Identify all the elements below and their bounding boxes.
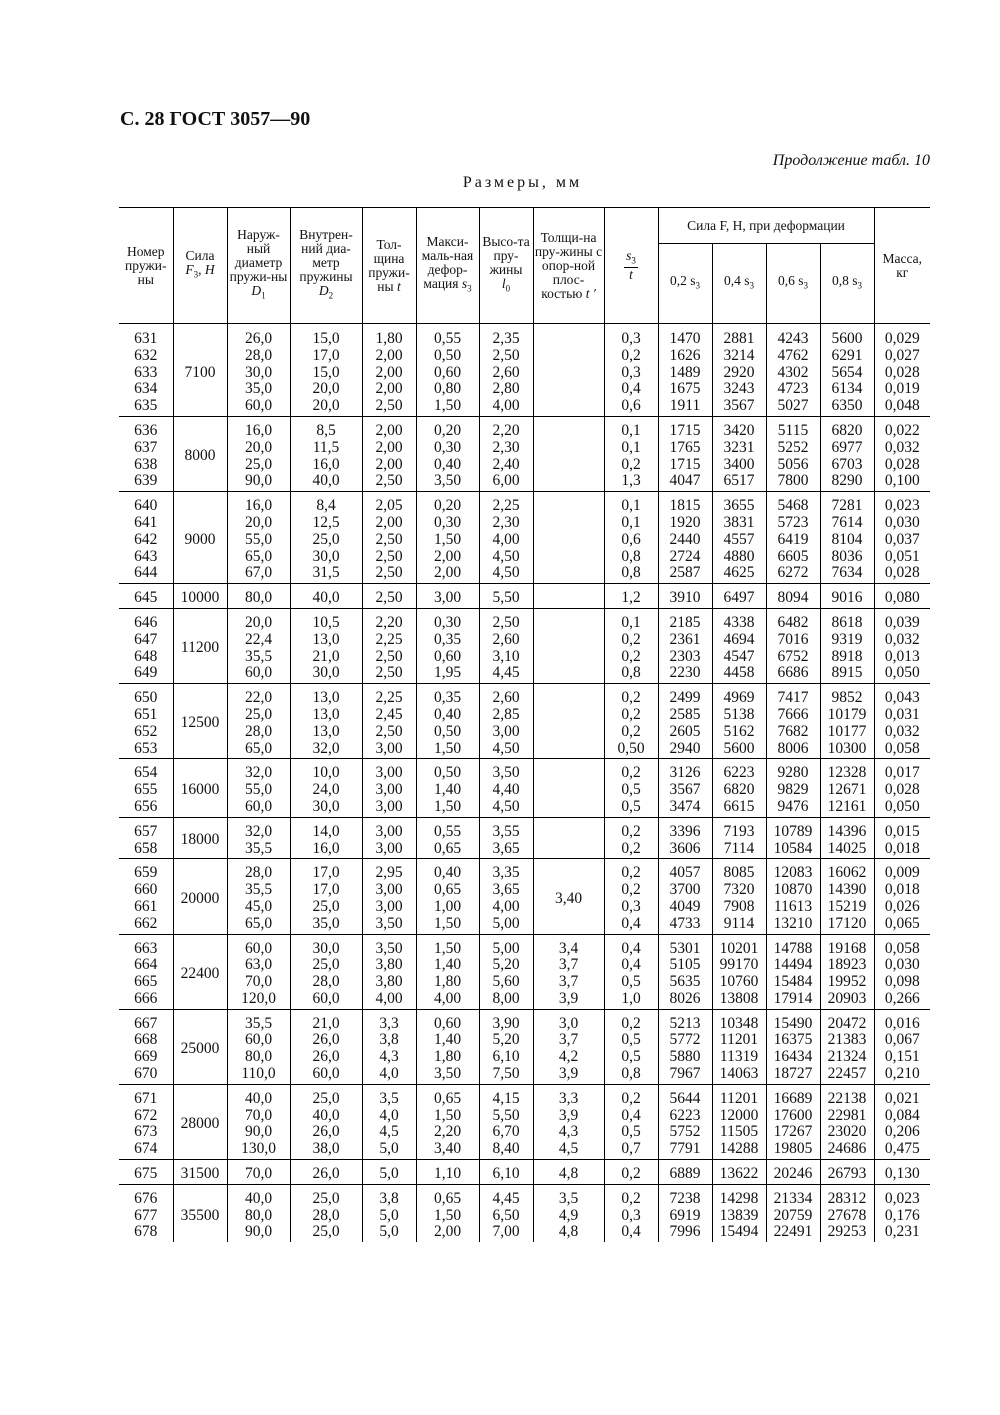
mass-cell: 0,080 bbox=[874, 584, 930, 609]
thickness-cell: 3,00 3,00 bbox=[362, 817, 416, 859]
force-06-cell: 16689 17600 17267 19805 bbox=[766, 1084, 820, 1159]
outer-diameter-cell: 70,0 bbox=[227, 1160, 290, 1185]
force-cell: 22400 bbox=[173, 934, 227, 1009]
mass-cell: 0,039 0,032 0,013 0,050 bbox=[874, 608, 930, 683]
force-02-cell: 2499 2585 2605 2940 bbox=[658, 684, 712, 759]
force-08-cell: 12328 12671 12161 bbox=[820, 759, 874, 817]
mass-cell: 0,016 0,067 0,151 0,210 bbox=[874, 1009, 930, 1084]
table-row bbox=[119, 608, 930, 683]
force-02-cell: 6889 bbox=[658, 1160, 712, 1185]
ratio-cell: 0,2 0,4 0,5 0,7 bbox=[604, 1084, 658, 1159]
header-ratio: $\frac{s_3}{t}$ bbox=[604, 208, 658, 324]
table-caption: Размеры, мм bbox=[462, 174, 583, 191]
force-08-cell: 5600 6291 5654 6134 6350 bbox=[820, 324, 874, 417]
outer-diameter-cell: 80,0 bbox=[227, 584, 290, 609]
support-thickness-cell: 4,8 bbox=[533, 1160, 604, 1185]
height-cell: 2,60 2,85 3,00 4,50 bbox=[479, 684, 533, 759]
table-row bbox=[119, 492, 930, 584]
table-row bbox=[119, 684, 930, 759]
max-deformation-cell: 0,60 1,40 1,80 3,50 bbox=[416, 1009, 479, 1084]
mass-cell: 0,043 0,031 0,032 0,058 bbox=[874, 684, 930, 759]
force-06-cell: 7417 7666 7682 8006 bbox=[766, 684, 820, 759]
force-cell: 9000 bbox=[173, 492, 227, 584]
header-support-thickness: Толщи-на пру-жины с опор-ной плос-костью t ′ bbox=[533, 208, 604, 324]
max-deformation-cell: 0,30 0,35 0,60 1,95 bbox=[416, 608, 479, 683]
header-max-deformation: Макси-маль-ная дефор-мация $s_3$ bbox=[416, 208, 479, 324]
force-04-cell: 10348 11201 11319 14063 bbox=[712, 1009, 766, 1084]
inner-diameter-cell: 14,0 16,0 bbox=[290, 817, 362, 859]
table-row bbox=[119, 584, 930, 609]
force-cell: 8000 bbox=[173, 416, 227, 491]
table-row bbox=[119, 934, 930, 1009]
header-spring-number: Номер пружи-ны bbox=[119, 208, 173, 324]
header-thickness: Тол-щина пружи-ны t bbox=[362, 208, 416, 324]
support-thickness-cell bbox=[533, 584, 604, 609]
outer-diameter-cell: 26,0 28,0 30,0 35,0 60,0 bbox=[227, 324, 290, 417]
force-08-cell: 14396 14025 bbox=[820, 817, 874, 859]
table-body bbox=[119, 324, 930, 1243]
force-04-cell: 14298 13839 15494 bbox=[712, 1184, 766, 1242]
mass-cell: 0,022 0,032 0,028 0,100 bbox=[874, 416, 930, 491]
table-continuation-label: Продолжение табл. 10 bbox=[772, 152, 930, 169]
spring-number-cell: 663 664 665 666 bbox=[119, 934, 173, 1009]
height-cell: 6,10 bbox=[479, 1160, 533, 1185]
inner-diameter-cell: 25,0 28,0 25,0 bbox=[290, 1184, 362, 1242]
max-deformation-cell: 1,10 bbox=[416, 1160, 479, 1185]
outer-diameter-cell: 22,0 25,0 28,0 65,0 bbox=[227, 684, 290, 759]
height-cell: 3,55 3,65 bbox=[479, 817, 533, 859]
ratio-cell: 0,1 0,1 0,2 1,3 bbox=[604, 416, 658, 491]
force-04-cell: 8085 7320 7908 9114 bbox=[712, 859, 766, 934]
spring-number-cell: 631 632 633 634 635 bbox=[119, 324, 173, 417]
spring-number-cell: 654 655 656 bbox=[119, 759, 173, 817]
spring-number-cell: 646 647 648 649 bbox=[119, 608, 173, 683]
height-cell: 3,90 5,20 6,10 7,50 bbox=[479, 1009, 533, 1084]
support-thickness-cell bbox=[533, 759, 604, 817]
height-cell: 5,50 bbox=[479, 584, 533, 609]
force-cell: 10000 bbox=[173, 584, 227, 609]
thickness-cell: 2,20 2,25 2,50 2,50 bbox=[362, 608, 416, 683]
ratio-cell: 0,2 0,2 bbox=[604, 817, 658, 859]
force-04-cell: 3655 3831 4557 4880 4625 bbox=[712, 492, 766, 584]
force-06-cell: 21334 20759 22491 bbox=[766, 1184, 820, 1242]
support-thickness-cell: 3,5 4,9 4,8 bbox=[533, 1184, 604, 1242]
force-08-cell: 8618 9319 8918 8915 bbox=[820, 608, 874, 683]
thickness-cell: 5,0 bbox=[362, 1160, 416, 1185]
spring-number-cell: 650 651 652 653 bbox=[119, 684, 173, 759]
header-force: Сила $F_3$, H bbox=[173, 208, 227, 324]
force-08-cell: 26793 bbox=[820, 1160, 874, 1185]
height-cell: 3,35 3,65 4,00 5,00 bbox=[479, 859, 533, 934]
mass-cell: 0,130 bbox=[874, 1160, 930, 1185]
outer-diameter-cell: 16,0 20,0 55,0 65,0 67,0 bbox=[227, 492, 290, 584]
force-06-cell: 5468 5723 6419 6605 6272 bbox=[766, 492, 820, 584]
force-08-cell: 19168 18923 19952 20903 bbox=[820, 934, 874, 1009]
force-02-cell: 5301 5105 5635 8026 bbox=[658, 934, 712, 1009]
force-cell: 12500 bbox=[173, 684, 227, 759]
outer-diameter-cell: 35,5 60,0 80,0 110,0 bbox=[227, 1009, 290, 1084]
force-cell: 31500 bbox=[173, 1160, 227, 1185]
ratio-cell: 0,2 0,2 0,3 0,4 bbox=[604, 859, 658, 934]
inner-diameter-cell: 21,0 26,0 26,0 60,0 bbox=[290, 1009, 362, 1084]
force-02-cell: 3396 3606 bbox=[658, 817, 712, 859]
inner-diameter-cell: 30,0 25,0 28,0 60,0 bbox=[290, 934, 362, 1009]
max-deformation-cell: 0,50 1,40 1,50 bbox=[416, 759, 479, 817]
force-04-cell: 11201 12000 11505 14288 bbox=[712, 1084, 766, 1159]
max-deformation-cell: 0,55 0,50 0,60 0,80 1,50 bbox=[416, 324, 479, 417]
support-thickness-cell bbox=[533, 492, 604, 584]
outer-diameter-cell: 32,0 55,0 60,0 bbox=[227, 759, 290, 817]
support-thickness-cell bbox=[533, 608, 604, 683]
thickness-cell: 1,80 2,00 2,00 2,00 2,50 bbox=[362, 324, 416, 417]
force-04-cell: 6497 bbox=[712, 584, 766, 609]
page-header: С. 28 ГОСТ 3057—90 bbox=[120, 108, 311, 130]
outer-diameter-cell: 20,0 22,4 35,5 60,0 bbox=[227, 608, 290, 683]
table-row bbox=[119, 1009, 930, 1084]
ratio-cell: 0,4 0,4 0,5 1,0 bbox=[604, 934, 658, 1009]
thickness-cell: 3,5 4,0 4,5 5,0 bbox=[362, 1084, 416, 1159]
max-deformation-cell: 0,35 0,40 0,50 1,50 bbox=[416, 684, 479, 759]
ratio-cell: 0,3 0,2 0,3 0,4 0,6 bbox=[604, 324, 658, 417]
ratio-cell: 0,1 0,1 0,6 0,8 0,8 bbox=[604, 492, 658, 584]
spring-number-cell: 667 668 669 670 bbox=[119, 1009, 173, 1084]
header-deformation-06: 0,6 $s_3$ bbox=[766, 244, 820, 324]
table-row bbox=[119, 324, 930, 417]
force-06-cell: 10789 10584 bbox=[766, 817, 820, 859]
thickness-cell: 2,05 2,00 2,50 2,50 2,50 bbox=[362, 492, 416, 584]
table-row bbox=[119, 1084, 930, 1159]
force-04-cell: 10201 99170 10760 13808 bbox=[712, 934, 766, 1009]
force-08-cell: 16062 14390 15219 17120 bbox=[820, 859, 874, 934]
force-08-cell: 7281 7614 8104 8036 7634 bbox=[820, 492, 874, 584]
inner-diameter-cell: 13,0 13,0 13,0 32,0 bbox=[290, 684, 362, 759]
force-06-cell: 9280 9829 9476 bbox=[766, 759, 820, 817]
height-cell: 4,45 6,50 7,00 bbox=[479, 1184, 533, 1242]
force-04-cell: 4969 5138 5162 5600 bbox=[712, 684, 766, 759]
force-08-cell: 22138 22981 23020 24686 bbox=[820, 1084, 874, 1159]
support-thickness-cell: 3,40 bbox=[533, 859, 604, 934]
max-deformation-cell: 1,50 1,40 1,80 4,00 bbox=[416, 934, 479, 1009]
force-08-cell: 9016 bbox=[820, 584, 874, 609]
force-02-cell: 3910 bbox=[658, 584, 712, 609]
force-02-cell: 4057 3700 4049 4733 bbox=[658, 859, 712, 934]
thickness-cell: 2,25 2,45 2,50 3,00 bbox=[362, 684, 416, 759]
force-02-cell: 5644 6223 5752 7791 bbox=[658, 1084, 712, 1159]
force-06-cell: 6482 7016 6752 6686 bbox=[766, 608, 820, 683]
header-inner-diameter: Внутрен-ний диа-метр пружины $D_2$ bbox=[290, 208, 362, 324]
max-deformation-cell: 0,20 0,30 1,50 2,00 2,00 bbox=[416, 492, 479, 584]
mass-cell: 0,021 0,084 0,206 0,475 bbox=[874, 1084, 930, 1159]
force-04-cell: 2881 3214 2920 3243 3567 bbox=[712, 324, 766, 417]
force-cell: 25000 bbox=[173, 1009, 227, 1084]
outer-diameter-cell: 40,0 70,0 90,0 130,0 bbox=[227, 1084, 290, 1159]
force-02-cell: 5213 5772 5880 7967 bbox=[658, 1009, 712, 1084]
force-cell: 18000 bbox=[173, 817, 227, 859]
mass-cell: 0,017 0,028 0,050 bbox=[874, 759, 930, 817]
table-row bbox=[119, 817, 930, 859]
ratio-cell: 0,2 0,2 0,2 0,50 bbox=[604, 684, 658, 759]
height-cell: 5,00 5,20 5,60 8,00 bbox=[479, 934, 533, 1009]
table-row bbox=[119, 1184, 930, 1242]
height-cell: 3,50 4,40 4,50 bbox=[479, 759, 533, 817]
mass-cell: 0,015 0,018 bbox=[874, 817, 930, 859]
thickness-cell: 3,00 3,00 3,00 bbox=[362, 759, 416, 817]
force-06-cell: 15490 16375 16434 18727 bbox=[766, 1009, 820, 1084]
force-02-cell: 1715 1765 1715 4047 bbox=[658, 416, 712, 491]
ratio-cell: 0,2 0,5 0,5 0,8 bbox=[604, 1009, 658, 1084]
ratio-cell: 0,2 bbox=[604, 1160, 658, 1185]
inner-diameter-cell: 25,0 40,0 26,0 38,0 bbox=[290, 1084, 362, 1159]
force-06-cell: 20246 bbox=[766, 1160, 820, 1185]
support-thickness-cell bbox=[533, 324, 604, 417]
spring-number-cell: 676 677 678 bbox=[119, 1184, 173, 1242]
thickness-cell: 2,95 3,00 3,00 3,50 bbox=[362, 859, 416, 934]
force-04-cell: 13622 bbox=[712, 1160, 766, 1185]
table-row bbox=[119, 416, 930, 491]
force-04-cell: 7193 7114 bbox=[712, 817, 766, 859]
force-06-cell: 4243 4762 4302 4723 5027 bbox=[766, 324, 820, 417]
ratio-cell: 1,2 bbox=[604, 584, 658, 609]
force-06-cell: 12083 10870 11613 13210 bbox=[766, 859, 820, 934]
force-04-cell: 4338 4694 4547 4458 bbox=[712, 608, 766, 683]
inner-diameter-cell: 15,0 17,0 15,0 20,0 20,0 bbox=[290, 324, 362, 417]
force-04-cell: 6223 6820 6615 bbox=[712, 759, 766, 817]
inner-diameter-cell: 10,5 13,0 21,0 30,0 bbox=[290, 608, 362, 683]
mass-cell: 0,023 0,176 0,231 bbox=[874, 1184, 930, 1242]
max-deformation-cell: 0,55 0,65 bbox=[416, 817, 479, 859]
outer-diameter-cell: 28,0 35,5 45,0 65,0 bbox=[227, 859, 290, 934]
force-cell: 28000 bbox=[173, 1084, 227, 1159]
force-cell: 20000 bbox=[173, 859, 227, 934]
force-02-cell: 2185 2361 2303 2230 bbox=[658, 608, 712, 683]
force-06-cell: 14788 14494 15484 17914 bbox=[766, 934, 820, 1009]
inner-diameter-cell: 26,0 bbox=[290, 1160, 362, 1185]
header-outer-diameter: Наруж-ный диаметр пружи-ны $D_1$ bbox=[227, 208, 290, 324]
inner-diameter-cell: 40,0 bbox=[290, 584, 362, 609]
inner-diameter-cell: 10,0 24,0 30,0 bbox=[290, 759, 362, 817]
header-height: Высо-та пру-жины $l_0$ bbox=[479, 208, 533, 324]
spring-number-cell: 659 660 661 662 bbox=[119, 859, 173, 934]
force-08-cell: 28312 27678 29253 bbox=[820, 1184, 874, 1242]
mass-cell: 0,029 0,027 0,028 0,019 0,048 bbox=[874, 324, 930, 417]
force-cell: 35500 bbox=[173, 1184, 227, 1242]
outer-diameter-cell: 16,0 20,0 25,0 90,0 bbox=[227, 416, 290, 491]
thickness-cell: 3,3 3,8 4,3 4,0 bbox=[362, 1009, 416, 1084]
mass-cell: 0,058 0,030 0,098 0,266 bbox=[874, 934, 930, 1009]
spring-number-cell: 657 658 bbox=[119, 817, 173, 859]
spring-number-cell: 671 672 673 674 bbox=[119, 1084, 173, 1159]
force-08-cell: 9852 10179 10177 10300 bbox=[820, 684, 874, 759]
force-02-cell: 1815 1920 2440 2724 2587 bbox=[658, 492, 712, 584]
force-02-cell: 1470 1626 1489 1675 1911 bbox=[658, 324, 712, 417]
mass-cell: 0,009 0,018 0,026 0,065 bbox=[874, 859, 930, 934]
outer-diameter-cell: 32,0 35,5 bbox=[227, 817, 290, 859]
springs-table bbox=[119, 207, 930, 1242]
force-08-cell: 6820 6977 6703 8290 bbox=[820, 416, 874, 491]
max-deformation-cell: 0,65 1,50 2,00 bbox=[416, 1184, 479, 1242]
header-deformation-08: 0,8 $s_3$ bbox=[820, 244, 874, 324]
spring-number-cell: 636 637 638 639 bbox=[119, 416, 173, 491]
outer-diameter-cell: 60,0 63,0 70,0 120,0 bbox=[227, 934, 290, 1009]
support-thickness-cell bbox=[533, 416, 604, 491]
force-06-cell: 5115 5252 5056 7800 bbox=[766, 416, 820, 491]
force-08-cell: 20472 21383 21324 22457 bbox=[820, 1009, 874, 1084]
ratio-cell: 0,1 0,2 0,2 0,8 bbox=[604, 608, 658, 683]
header-force-group: Сила F, Н, при деформации bbox=[658, 208, 874, 244]
support-thickness-cell: 3,0 3,7 4,2 3,9 bbox=[533, 1009, 604, 1084]
force-06-cell: 8094 bbox=[766, 584, 820, 609]
inner-diameter-cell: 8,4 12,5 25,0 30,0 31,5 bbox=[290, 492, 362, 584]
height-cell: 2,50 2,60 3,10 4,45 bbox=[479, 608, 533, 683]
thickness-cell: 2,50 bbox=[362, 584, 416, 609]
spring-number-cell: 645 bbox=[119, 584, 173, 609]
table-row bbox=[119, 759, 930, 817]
support-thickness-cell: 3,3 3,9 4,3 4,5 bbox=[533, 1084, 604, 1159]
force-cell: 16000 bbox=[173, 759, 227, 817]
max-deformation-cell: 3,00 bbox=[416, 584, 479, 609]
max-deformation-cell: 0,40 0,65 1,00 1,50 bbox=[416, 859, 479, 934]
height-cell: 2,20 2,30 2,40 6,00 bbox=[479, 416, 533, 491]
height-cell: 4,15 5,50 6,70 8,40 bbox=[479, 1084, 533, 1159]
height-cell: 2,25 2,30 4,00 4,50 4,50 bbox=[479, 492, 533, 584]
ratio-cell: 0,2 0,5 0,5 bbox=[604, 759, 658, 817]
table-header bbox=[119, 208, 930, 324]
support-thickness-cell bbox=[533, 684, 604, 759]
support-thickness-cell: 3,4 3,7 3,7 3,9 bbox=[533, 934, 604, 1009]
inner-diameter-cell: 17,0 17,0 25,0 35,0 bbox=[290, 859, 362, 934]
force-cell: 7100 bbox=[173, 324, 227, 417]
thickness-cell: 2,00 2,00 2,00 2,50 bbox=[362, 416, 416, 491]
table-row bbox=[119, 859, 930, 934]
spring-number-cell: 640 641 642 643 644 bbox=[119, 492, 173, 584]
table-row bbox=[119, 1160, 930, 1185]
mass-cell: 0,023 0,030 0,037 0,051 0,028 bbox=[874, 492, 930, 584]
force-04-cell: 3420 3231 3400 6517 bbox=[712, 416, 766, 491]
height-cell: 2,35 2,50 2,60 2,80 4,00 bbox=[479, 324, 533, 417]
force-cell: 11200 bbox=[173, 608, 227, 683]
force-02-cell: 7238 6919 7996 bbox=[658, 1184, 712, 1242]
inner-diameter-cell: 8,5 11,5 16,0 40,0 bbox=[290, 416, 362, 491]
ratio-cell: 0,2 0,3 0,4 bbox=[604, 1184, 658, 1242]
header-mass: Масса, кг bbox=[874, 208, 930, 324]
thickness-cell: 3,8 5,0 5,0 bbox=[362, 1184, 416, 1242]
outer-diameter-cell: 40,0 80,0 90,0 bbox=[227, 1184, 290, 1242]
header-deformation-02: 0,2 $s_3$ bbox=[658, 244, 712, 324]
max-deformation-cell: 0,20 0,30 0,40 3,50 bbox=[416, 416, 479, 491]
thickness-cell: 3,50 3,80 3,80 4,00 bbox=[362, 934, 416, 1009]
max-deformation-cell: 0,65 1,50 2,20 3,40 bbox=[416, 1084, 479, 1159]
support-thickness-cell bbox=[533, 817, 604, 859]
spring-number-cell: 675 bbox=[119, 1160, 173, 1185]
force-02-cell: 3126 3567 3474 bbox=[658, 759, 712, 817]
header-deformation-04: 0,4 $s_3$ bbox=[712, 244, 766, 324]
